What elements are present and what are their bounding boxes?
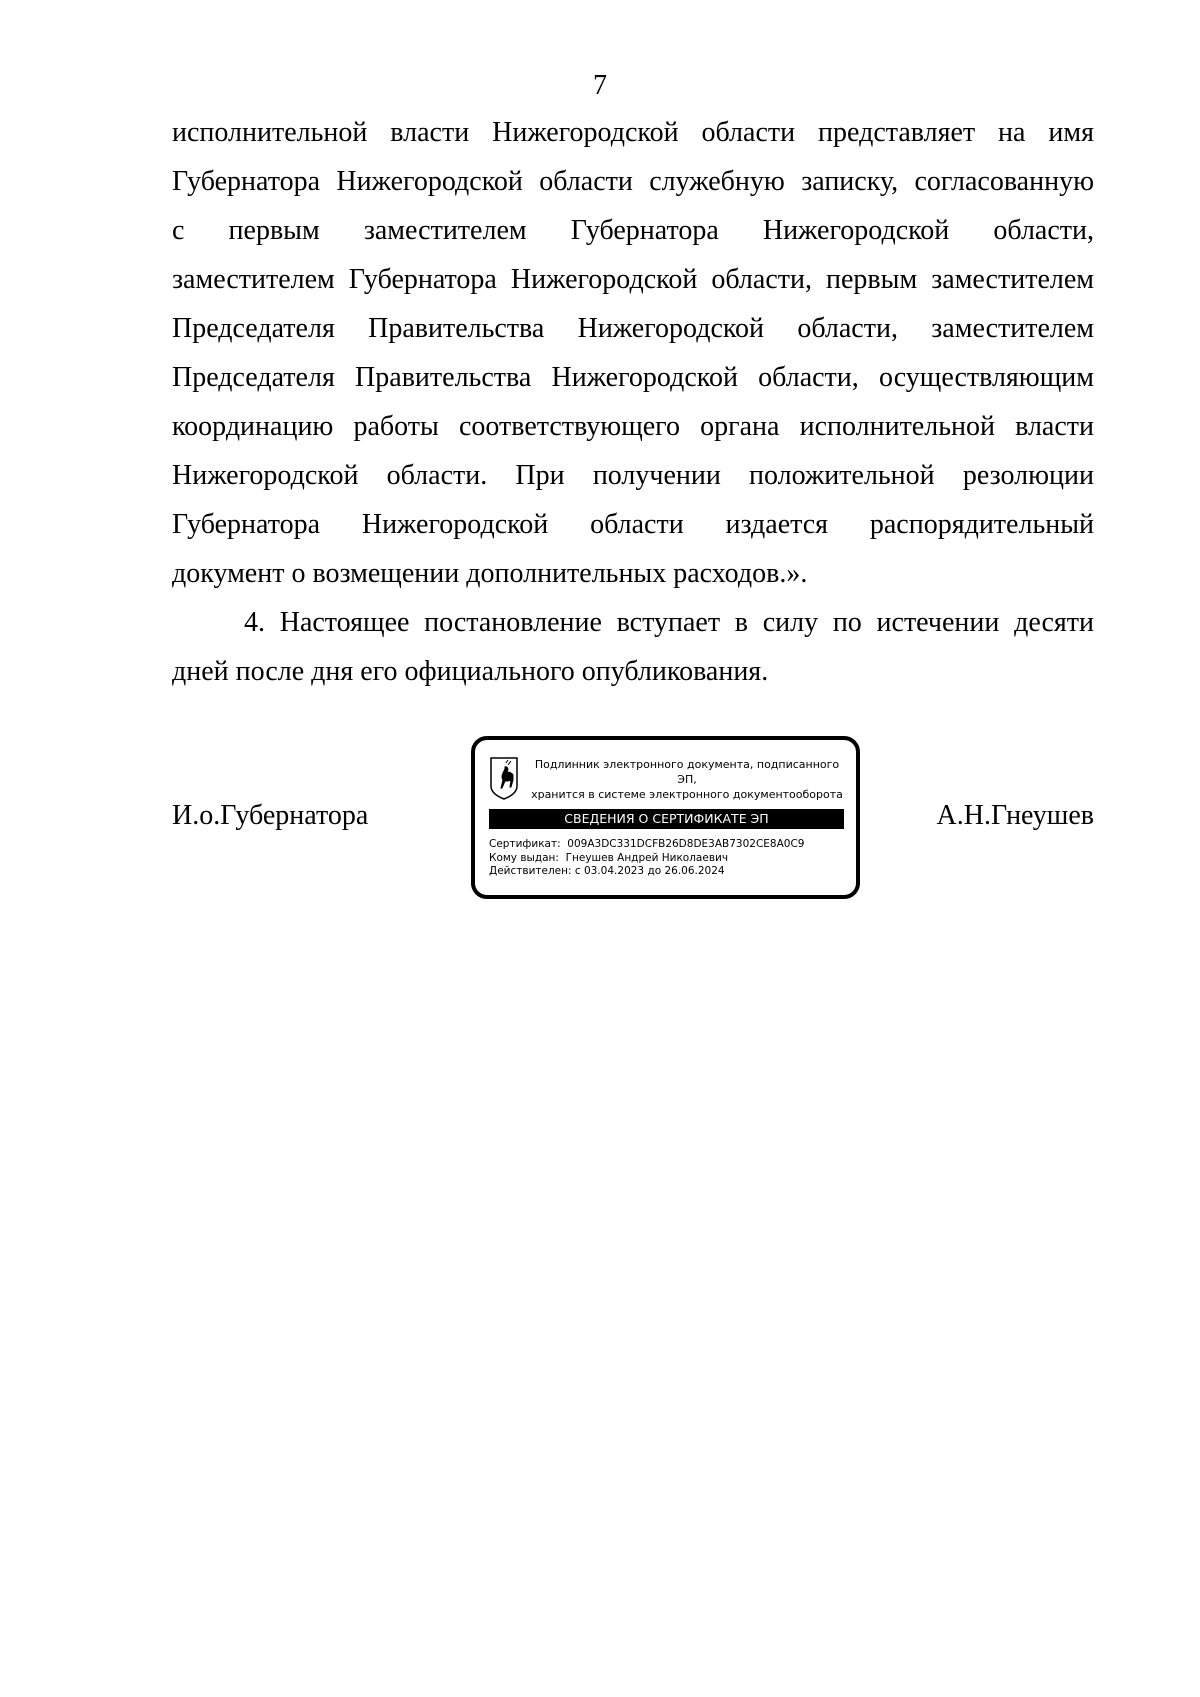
text-line: Губернатора Нижегородской области издается распорядительный [172,509,1094,540]
text-line: Председателя Правительства Нижегородской области, осуществляющим [172,362,1094,393]
certificate-owner: Кому выдан: Гнеушев Андрей Николаевич [489,851,729,864]
text-line: исполнительной власти Нижегородской области представляет на имя [172,117,1094,148]
text-line: Губернатора Нижегородской области служебную записку, согласованную [172,166,1094,197]
stamp-header [527,757,847,802]
page-number: 7 [593,70,607,101]
stamp-title: СВЕДЕНИЯ О СЕРТИФИКАТЕ ЭП [489,809,844,829]
text-line: документ о возмещении дополнительных расходов.». [172,558,808,589]
text-line: заместителем Губернатора Нижегородской области, первым заместителем [172,264,1094,295]
electronic-signature-stamp [471,736,860,899]
text-line: Нижегородской области. При получении положительной резолюции [172,460,1094,491]
certificate-validity: Действителен: с 03.04.2023 до 26.06.2024 [489,865,725,877]
stamp-header-line: Подлинник электронного документа, подписанного ЭП, [534,758,840,786]
text-line: координацию работы соответствующего органа исполнительной власти [172,411,1094,442]
text-line: с первым заместителем Губернатора Нижегородской области, [172,215,1094,246]
certificate-number: Сертификат: 009A3DC331DCFB26D8DE3AB7302CE8A0C9 [489,838,805,850]
document-body [172,108,1094,696]
text-line: дней после дня его официального опубликования. [172,656,769,687]
paragraph [172,108,1094,598]
signatory-name: А.Н.Гнеушев [936,800,1094,831]
paragraph [172,598,1094,696]
stamp-header-line: хранится в системе электронного документооборота [531,788,843,801]
text-line: 4. Настоящее постановление вступает в силу по истечении десяти [244,607,1094,638]
certificate-info [489,838,804,879]
signatory-position: И.о.Губернатора [172,800,369,831]
text-line: Председателя Правительства Нижегородской области, заместителем [172,313,1094,344]
coat-of-arms-icon [489,756,519,800]
